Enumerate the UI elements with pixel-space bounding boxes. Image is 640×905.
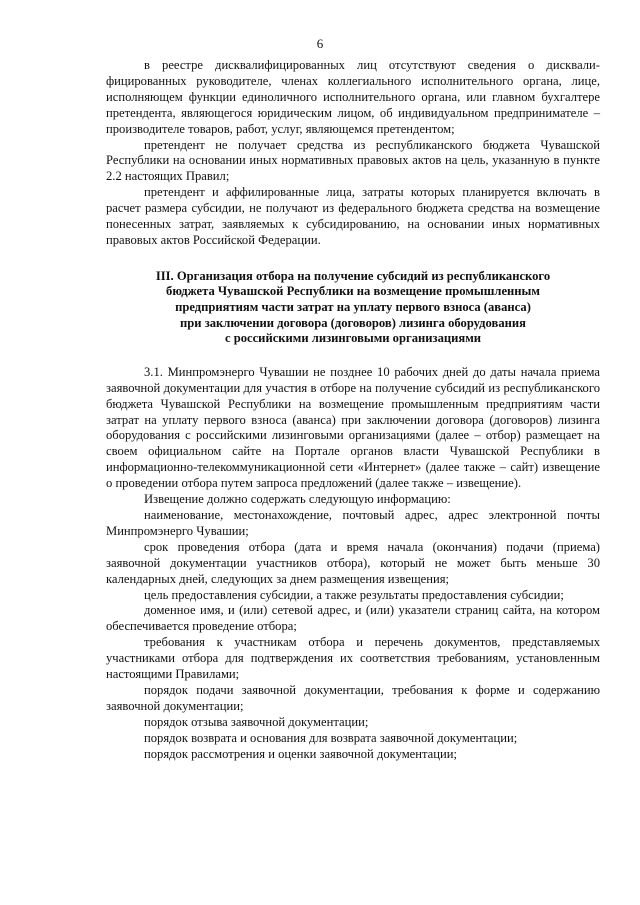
list-item: доменное имя, и (или) сетевой адрес, и (или) указатели страниц сайта, на котором обеспечивается проведение отбора;: [106, 603, 600, 634]
list-item: порядок подачи заявочной документации, требования к форме и содержанию заявочной документации;: [106, 682, 600, 713]
list-item: порядок возврата и основания для возврата заявочной документации;: [144, 730, 518, 745]
list-item: порядок отзыва заявочной документации;: [144, 714, 369, 729]
list-item: требования к участникам отбора и перечень документов, представляемых участниками отбора для подтверждения их соответствия требованиям, установленным настоящими Правилами;: [106, 635, 600, 682]
paragraph: в реестре дисквалифицированных лиц отсутствуют сведения о дисквалифицированных руководителе, членах коллегиального исполнительного органа, лице, исполняющем функции единоличного исполнительного органа, или главном бухгалтере претендента, являющегося юридическим лицом, об индивидуальном предпринимателе – производителе товаров, работ, услуг, являющемся претендентом;: [106, 58, 600, 136]
paragraph: Извещение должно содержать следующую информацию:: [144, 492, 451, 507]
section-heading-line: при заключении договора (договоров) лизинга оборудования: [180, 315, 526, 330]
page-number: 6: [316, 36, 324, 51]
list-item: цель предоставления субсидии, а также результаты предоставления субсидии;: [144, 587, 564, 602]
section-heading-line: с российскими лизинговыми организациями: [224, 331, 482, 346]
section-heading: [106, 269, 600, 347]
paragraph: претендент и аффилированные лица, затраты которых планируется включать в расчет размера субсидии, не получают из федерального бюджета средства на возмещение понесенных затрат, заявляемых к субсидированию, на основании иных нормативных правовых актов Российской Федерации.: [106, 185, 600, 247]
list-item: наименование, местонахождение, почтовый адрес, адрес электронной почты Минпромэнерго Чувашии;: [106, 508, 600, 538]
document-body: [106, 58, 600, 763]
section-heading-line: бюджета Чувашской Республики на возмещение промышленным: [166, 284, 540, 299]
paragraph: претендент не получает средства из республиканского бюджета Чувашской Республики на основании иных нормативных правовых актов на цель, указанную в пункте 2.2 настоящих Правил;: [106, 137, 600, 184]
list-item: порядок рассмотрения и оценки заявочной документации;: [144, 746, 457, 761]
list-item: срок проведения отбора (дата и время начала (окончания) подачи (приема) заявочной документации участников отбора), который не может быть меньше 30 календарных дней, следующих за днем размещения извещения;: [106, 539, 600, 586]
paragraph: 3.1. Минпромэнерго Чувашии не позднее 10 рабочих дней до даты начала приема заявочной документации для участия в отборе на получение субсидий из республиканского бюджета Чувашской Республики на возмещение промышленным предприятиям части затрат на уплату первого взноса (аванса) при заключении договора (договоров) лизинга оборудования с российскими лизинговыми организациями (далее – отбор) размещает на своем официальном сайте на Портале органов власти Чувашской Республики в информационно-телекоммуникационной сети «Интернет» (далее также – сайт) извещение о проведении отбора путем запроса предложений (далее также – извещение).: [106, 364, 600, 491]
section-heading-line: III. Организация отбора на получение субсидий из республиканского: [155, 268, 551, 283]
section-heading-line: предприятиям части затрат на уплату первого взноса (аванса): [175, 300, 531, 315]
